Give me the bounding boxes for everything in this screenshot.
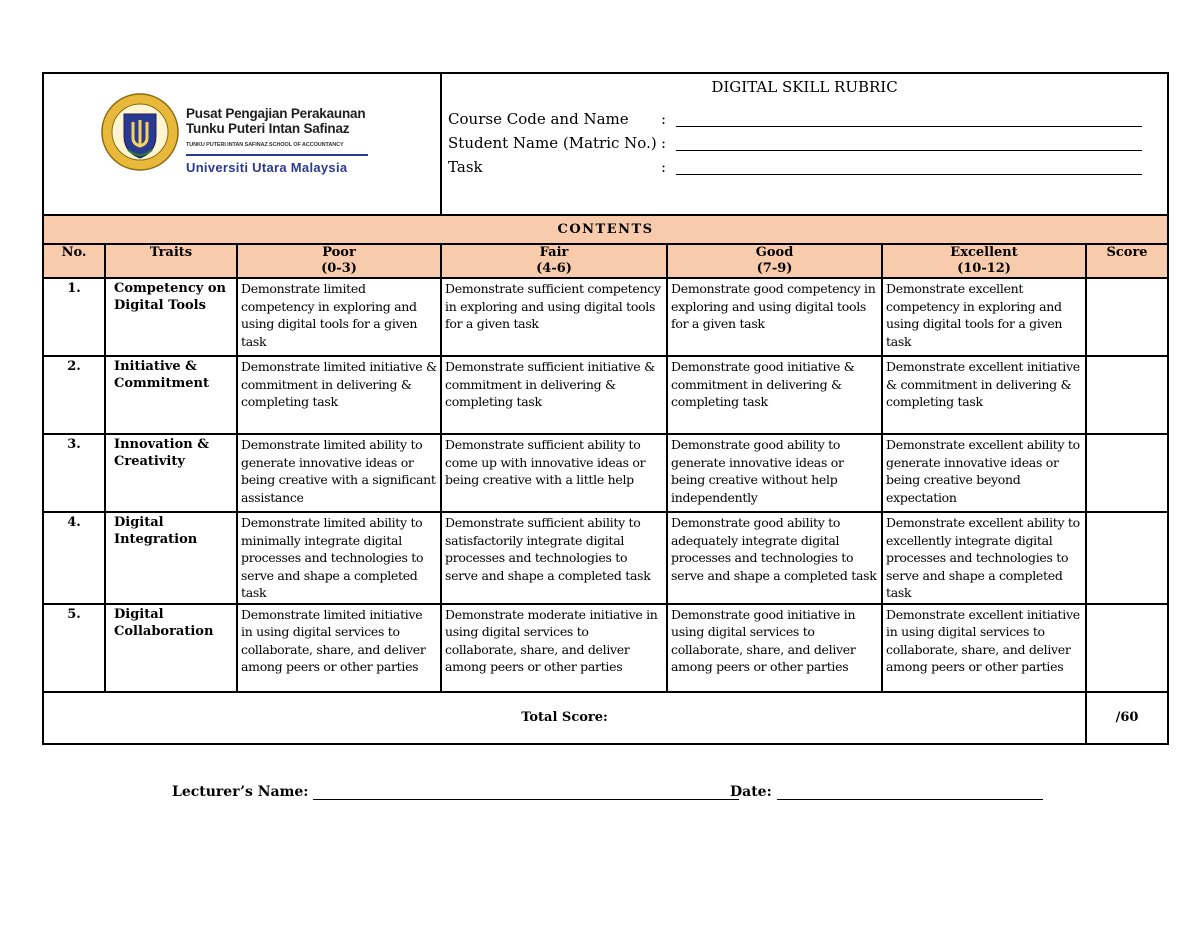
task-field-line[interactable] — [676, 174, 1142, 175]
col-header-poor-range: (0-3) — [321, 261, 357, 276]
fair-description: Demonstrate sufficient competency in exploring and using digital tools for a given task — [441, 278, 667, 356]
university-seal-logo — [100, 92, 180, 172]
date-label: Date: — [730, 784, 772, 800]
student-field-label: Student Name (Matric No.) — [448, 134, 657, 152]
logo-divider — [186, 154, 368, 156]
task-field-label: Task — [448, 158, 483, 176]
score-cell[interactable] — [1086, 278, 1168, 356]
col-header-excellent-range: (10-12) — [957, 261, 1011, 276]
col-header-fair-name: Fair — [539, 245, 569, 260]
date-line[interactable] — [777, 783, 1043, 800]
table-row — [43, 434, 1168, 512]
col-header-excellent-name: Excellent — [950, 245, 1018, 260]
poor-description: Demonstrate limited initiative & commitment in delivering & completing task — [237, 356, 441, 434]
logo-line-1: Pusat Pengajian Perakaunan — [186, 106, 366, 121]
score-cell[interactable] — [1086, 512, 1168, 604]
table-row — [43, 278, 1168, 356]
form-header-cell — [441, 73, 1168, 215]
contents-row — [43, 215, 1168, 244]
school-logo-text — [186, 106, 368, 175]
column-header-row — [43, 244, 1168, 278]
row-number: 1. — [43, 278, 105, 356]
rubric-table — [42, 72, 1169, 745]
logo-line-3: TUNKU PUTERI INTAN SAFINAZ SCHOOL OF ACCOUNTANCY — [186, 142, 344, 148]
field-colon: : — [661, 134, 667, 152]
row-trait: Digital Integration — [105, 512, 237, 604]
table-row — [43, 604, 1168, 692]
row-trait: Innovation & Creativity — [105, 434, 237, 512]
header-row — [43, 73, 1168, 215]
score-cell[interactable] — [1086, 604, 1168, 692]
col-header-good-range: (7-9) — [756, 261, 793, 276]
course-field-line[interactable] — [676, 126, 1142, 127]
row-number: 4. — [43, 512, 105, 604]
excellent-description: Demonstrate excellent ability to generate innovative ideas or being creative beyond expectation — [882, 434, 1086, 512]
logo-line-2: Tunku Puteri Intan Safinaz — [186, 121, 350, 136]
excellent-description: Demonstrate excellent ability to excellently integrate digital processes and technologies to serve and shape a completed task — [882, 512, 1086, 604]
rubric-title: DIGITAL SKILL RUBRIC — [711, 78, 898, 96]
col-header-good-name: Good — [755, 245, 794, 260]
col-header-score: Score — [1086, 244, 1168, 278]
row-number: 3. — [43, 434, 105, 512]
lecturer-name-field[interactable] — [172, 783, 739, 800]
excellent-description: Demonstrate excellent initiative in using digital services to collaborate, share, and deliver among peers or other parties — [882, 604, 1086, 692]
fair-description: Demonstrate sufficient initiative & commitment in delivering & completing task — [441, 356, 667, 434]
col-header-excellent — [882, 244, 1086, 278]
student-field-line[interactable] — [676, 150, 1142, 151]
course-field-label: Course Code and Name — [448, 110, 629, 128]
total-score-label: Total Score: — [43, 692, 1086, 744]
lecturer-name-label: Lecturer’s Name: — [172, 784, 309, 800]
col-header-fair — [441, 244, 667, 278]
col-header-fair-range: (4-6) — [536, 261, 572, 276]
poor-description: Demonstrate limited ability to minimally integrate digital processes and technologies to serve and shape a completed task — [237, 512, 441, 604]
logo-line-4: Universiti Utara Malaysia — [186, 159, 348, 175]
score-cell[interactable] — [1086, 356, 1168, 434]
col-header-good — [667, 244, 882, 278]
fair-description: Demonstrate sufficient ability to satisfactorily integrate digital processes and technologies to serve and shape a completed task — [441, 512, 667, 604]
good-description: Demonstrate good ability to adequately integrate digital processes and technologies to serve and shape a completed task — [667, 512, 882, 604]
field-colon: : — [661, 110, 667, 128]
col-header-traits: Traits — [105, 244, 237, 278]
total-row — [43, 692, 1168, 744]
total-score-max[interactable]: /60 — [1086, 692, 1168, 744]
row-trait: Digital Collaboration — [105, 604, 237, 692]
good-description: Demonstrate good ability to generate innovative ideas or being creative without help independently — [667, 434, 882, 512]
row-number: 2. — [43, 356, 105, 434]
row-trait: Initiative & Commitment — [105, 356, 237, 434]
lecturer-name-line[interactable] — [313, 783, 739, 800]
score-cell[interactable] — [1086, 434, 1168, 512]
poor-description: Demonstrate limited initiative in using digital services to collaborate, share, and deliver among peers or other parties — [237, 604, 441, 692]
good-description: Demonstrate good competency in exploring and using digital tools for a given task — [667, 278, 882, 356]
fair-description: Demonstrate moderate initiative in using digital services to collaborate, share, and deliver among peers or other parties — [441, 604, 667, 692]
excellent-description: Demonstrate excellent initiative & commitment in delivering & completing task — [882, 356, 1086, 434]
poor-description: Demonstrate limited competency in exploring and using digital tools for a given task — [237, 278, 441, 356]
contents-heading: CONTENTS — [43, 215, 1168, 244]
table-row — [43, 356, 1168, 434]
fair-description: Demonstrate sufficient ability to come up with innovative ideas or being creative with a little help — [441, 434, 667, 512]
col-header-poor-name: Poor — [322, 245, 356, 260]
col-header-poor — [237, 244, 441, 278]
row-number: 5. — [43, 604, 105, 692]
date-field[interactable] — [730, 783, 1043, 800]
row-trait: Competency on Digital Tools — [105, 278, 237, 356]
poor-description: Demonstrate limited ability to generate innovative ideas or being creative with a significant assistance — [237, 434, 441, 512]
good-description: Demonstrate good initiative in using digital services to collaborate, share, and deliver among peers or other parties — [667, 604, 882, 692]
excellent-description: Demonstrate excellent competency in exploring and using digital tools for a given task — [882, 278, 1086, 356]
good-description: Demonstrate good initiative & commitment in delivering & completing task — [667, 356, 882, 434]
col-header-no: No. — [43, 244, 105, 278]
field-colon: : — [661, 158, 667, 176]
table-row — [43, 512, 1168, 604]
logo-cell — [43, 73, 441, 215]
